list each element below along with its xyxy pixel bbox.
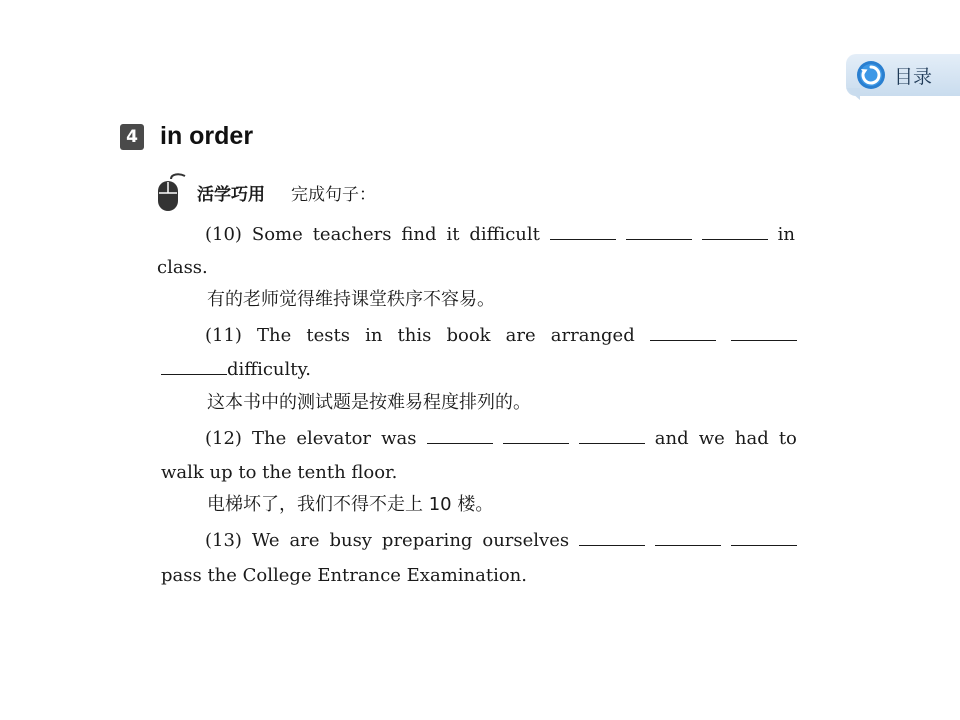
section-heading: [120, 122, 253, 151]
exercise-number: (13): [205, 530, 242, 551]
answer-blank[interactable]: [427, 442, 493, 444]
section-number-badge: 4: [120, 124, 144, 150]
exercise-10-translation: 有的老师觉得维持课堂秩序不容易。: [207, 289, 495, 310]
answer-blank[interactable]: [579, 544, 645, 546]
exercise-number: (11): [205, 325, 242, 346]
answer-blank[interactable]: [550, 238, 616, 240]
exercise-subheading: [155, 171, 376, 213]
answer-blank[interactable]: [626, 238, 692, 240]
exercise-11-line-2: difficulty.: [161, 361, 311, 379]
answer-blank[interactable]: [655, 544, 721, 546]
exercise-10-line-1: (10) Some teachers find it difficult in: [205, 224, 795, 245]
answer-blank[interactable]: [579, 442, 645, 444]
exercise-number: (12): [205, 428, 242, 449]
toc-label: 目录: [894, 65, 933, 88]
subheading-label: 活学巧用: [197, 184, 265, 205]
answer-blank[interactable]: [161, 373, 227, 375]
exercise-number: (10): [205, 224, 242, 245]
exercise-13-line-1: (13) We are busy preparing ourselves: [205, 532, 797, 550]
answer-blank[interactable]: [503, 442, 569, 444]
answer-blank[interactable]: [731, 339, 797, 341]
exercise-12-line-1: (12) The elevator was and we had to: [205, 428, 797, 449]
exercise-11-translation: 这本书中的测试题是按难易程度排列的。: [207, 392, 531, 413]
refresh-icon: [856, 60, 886, 90]
section-title: in order: [160, 122, 254, 150]
answer-blank[interactable]: [702, 238, 768, 240]
exercise-13-line-2: pass the College Entrance Examination.: [161, 565, 527, 586]
toc-button[interactable]: [846, 54, 960, 96]
exercise-10-line-2: class.: [157, 257, 208, 278]
exercise-12-translation: 电梯坏了，我们不得不走上 10 楼。: [207, 494, 494, 515]
subheading-instruction: 完成句子：: [291, 184, 376, 205]
answer-blank[interactable]: [650, 339, 716, 341]
exercise-11-line-1: (11) The tests in this book are arranged: [205, 327, 797, 345]
exercise-12-line-2: walk up to the tenth floor.: [161, 462, 398, 483]
mouse-icon: [155, 171, 187, 213]
answer-blank[interactable]: [731, 544, 797, 546]
